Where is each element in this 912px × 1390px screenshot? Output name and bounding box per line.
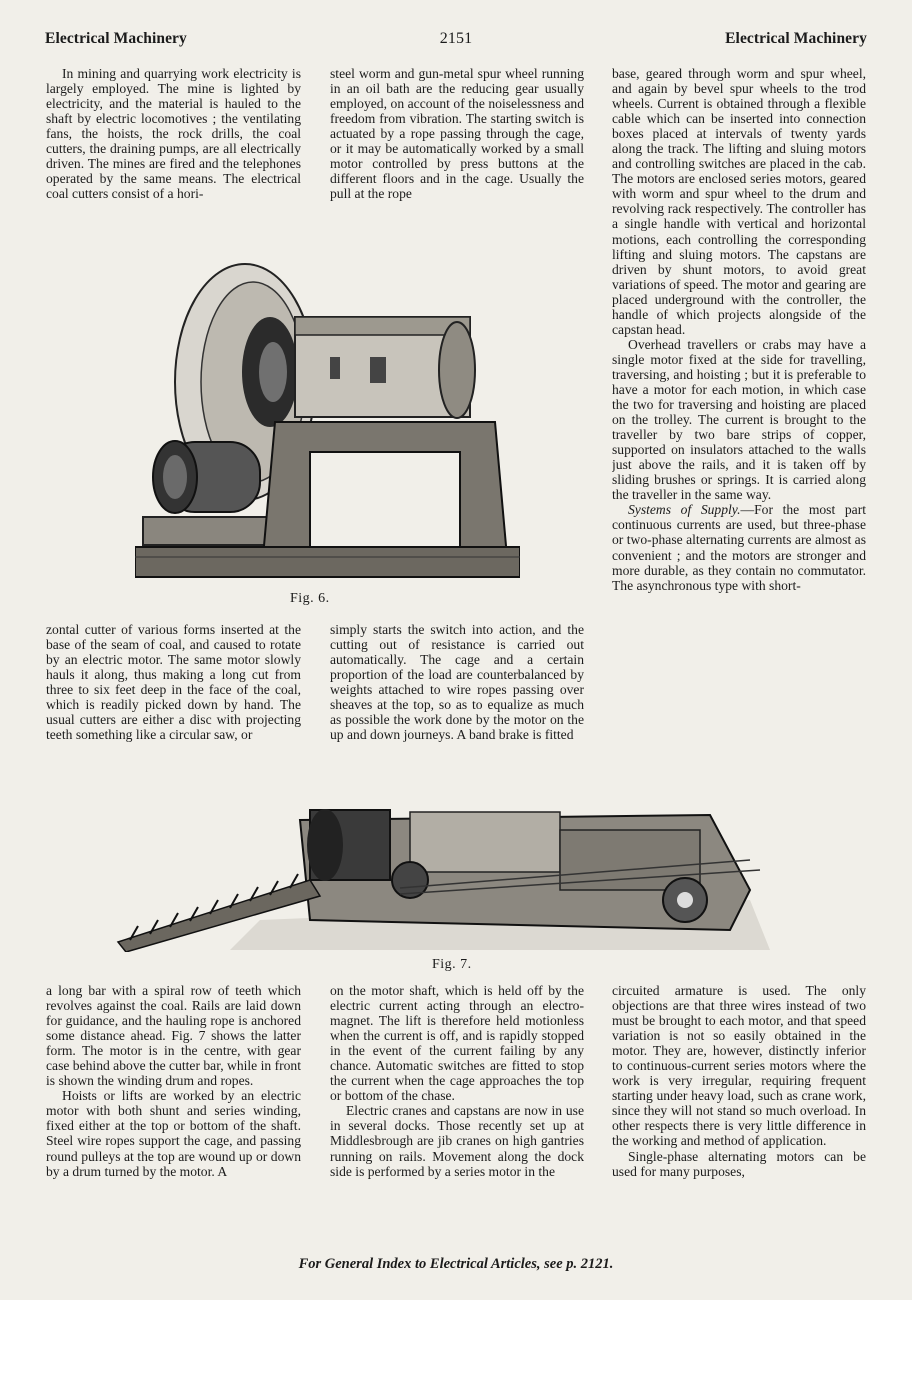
column-1-top [46, 66, 301, 248]
paragraph: Hoists or lifts are worked by an electric motor with both shunt and series winding, fixed either at the top or bottom of the shaft. Steel wire ropes support the cage, and passing round pulleys at the top are wound up or down by a drum turned by the motor. A [46, 1088, 301, 1179]
paragraph-text: —For the most part continuous currents are used, but three-phase or two-phase alternating currents are almost as convenient ; and the motors are stronger and more durable, as they contain no commutator. The asynchronous type with short- [612, 502, 866, 593]
column-2-bottom [330, 983, 584, 1258]
paragraph: steel worm and gun-metal spur wheel running in an oil bath are the reducing gear usually employed, on account of the noiselessness and freedom from vibration. The starting switch is actuated by a rope passing through the cage, or it may be automatically worked by a small motor controlled by press buttons at the different floors and in the cage. Usually the pull at the rope [330, 66, 584, 202]
fig7-coal-cutter-illustration [110, 800, 790, 952]
paragraph: on the motor shaft, which is held off by the electric current acting through an electro-magnet. The lift is therefore held motionless when the current is off, and is rapidly stopped in the event of the current failing by any chance. Automatic switches are fitted to stop the current when the cage approaches the top or bottom of the chase. [330, 983, 584, 1104]
page-number: 2151 [439, 30, 473, 47]
column-1-middle [46, 622, 301, 792]
column-3-upper [612, 66, 866, 786]
paragraph [612, 502, 866, 592]
paragraph: a long bar with a spiral row of teeth which revolves against the coal. Rails are laid down for guidance, and the hauling rope is anchored some distance ahead. Fig. 7 shows the latter form. The motor is in the centre, with gear case behind above the cutter bar, while in front is shown the winding drum and ropes. [46, 983, 301, 1089]
page-footer-note: For General Index to Electrical Articles, see p. 2121. [298, 1256, 614, 1272]
paragraph: Overhead travellers or crabs may have a single motor fixed at the side for travelling, traversing, and hoisting ; but it is preferable to have a motor for each motion, in which case the two for traversing and hoisting are placed on the trolley. The current is brought to the traveller by two bare strips of copper, supported on insulators attached to the walls just above the rails, and it is taken off by sliding brushes or springs. It is carried along the traveller in the same way. [612, 336, 866, 503]
paragraph: Electric cranes and capstans are now in use in several docks. Those recently set up at Middlesbrough are jib cranes on high gantries running on rails. Movement along the dock side is performed by a series motor in the [330, 1103, 584, 1179]
column-1-bottom [46, 983, 301, 1258]
column-3-bottom [612, 983, 866, 1258]
paragraph: zontal cutter of various forms inserted at the base of the seam of coal, and caused to rotate by an electric motor. The same motor slowly hauls it along, thus making a long cut from three to six feet deep in the face of the coal, which is readily picked down by hand. The usual cutters are either a disc with projecting teeth something like a circular saw, or [46, 622, 301, 743]
paragraph: Single-phase alternating motors can be used for many purposes, [612, 1148, 866, 1179]
figure-7-caption: Fig. 7. [432, 957, 472, 972]
column-2-middle [330, 622, 584, 792]
running-header-left: Electrical Machinery [45, 30, 187, 47]
figure-6-caption: Fig. 6. [290, 591, 330, 606]
section-heading: Systems of Supply. [628, 502, 741, 518]
fig6-fan-illustration [135, 252, 520, 588]
column-2-top [330, 66, 584, 248]
paragraph: In mining and quarrying work electricity is largely employed. The mine is lighted by electricity, and the material is hauled to the shaft by electric locomotives ; the ventilating fans, the hoists, the rock drills, the coal cutters, the draining pumps, are all electrically driven. The mines are fired and the telephones operated by the same means. The electrical coal cutters consist of a hori- [46, 66, 301, 202]
paragraph: simply starts the switch into action, and the cutting out of resistance is carried out automatically. The cage and a certain proportion of the load are counterbalanced by weights attached to wire ropes passing over sheaves at the top, so as to equalize as much as possible the work done by the motor on the up and down journeys. A band brake is fitted [330, 622, 584, 743]
paragraph: circuited armature is used. The only objections are that three wires instead of two must be brought to each motor, and that speed variation is not so easily obtained in the motor. They are, however, distinctly inferior to continuous-current series motors where the work is very irregular, requiring frequent starting under heavy load, such as crane work, since they will not stand so much overload. In other respects there is very little difference in the working and method of application. [612, 983, 866, 1149]
running-header-right: Electrical Machinery [725, 30, 867, 47]
paragraph: base, geared through worm and spur wheel, and again by bevel spur wheels to the trod wheels. Current is obtained through a flexible cable which can be inserted into connection boxes placed at intervals of twenty yards along the track. The lifting and sluing motors and controlling switches are placed in the cab. The motors are enclosed series motors, geared with worm and spur wheel to the drum and revolving rack respectively. The controller has a single handle with vertical and horizontal motions, each controlling the corresponding lifting and sluing motors. The capstans are driven by shunt motors, to avoid great variations of speed. The motor and gearing are placed underground with the controller, the handle of which projects alongside of the capstan head. [612, 66, 866, 337]
